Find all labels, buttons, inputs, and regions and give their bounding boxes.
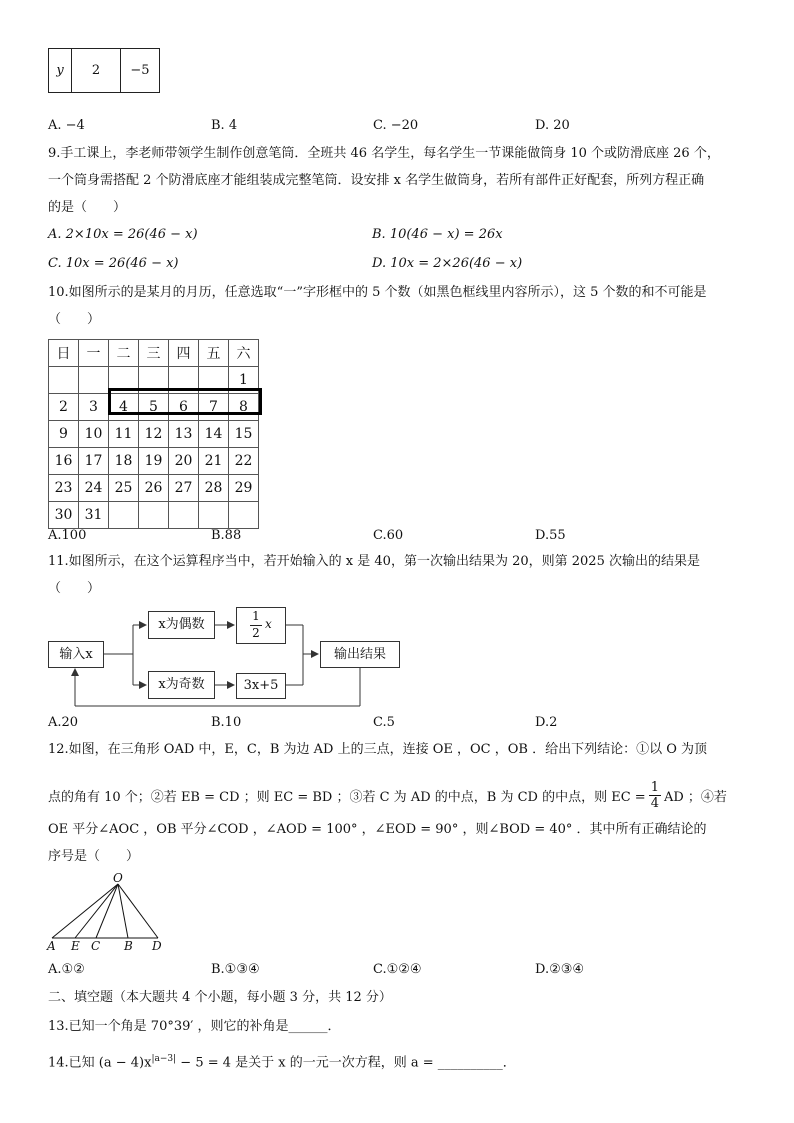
calendar-cell: 1 xyxy=(229,367,259,394)
q9-text-line: 的是（ ） xyxy=(48,200,127,215)
calendar-cell xyxy=(229,502,259,529)
q8-option-b: B. 4 xyxy=(211,118,238,133)
q12-line2-part2: AD ；④若 xyxy=(663,790,727,805)
calendar-row xyxy=(49,448,259,475)
calendar-header: 二 xyxy=(109,340,139,367)
q9-option-c: C. 10x = 26(46 − x) xyxy=(48,256,179,271)
calendar-row xyxy=(49,502,259,529)
q12-text-line xyxy=(48,782,727,813)
flow-even-box: x为偶数 xyxy=(148,611,215,639)
q11-option-d: D.2 xyxy=(535,715,558,730)
q10-option-b: B.88 xyxy=(211,528,242,543)
label-o: O xyxy=(113,872,123,885)
calendar-cell: 8 xyxy=(229,394,259,421)
calendar-header: 六 xyxy=(229,340,259,367)
q11-options xyxy=(48,715,748,733)
q12-fraction-denominator: 4 xyxy=(650,796,659,811)
q9-text-line: 一个筒身需搭配 2 个防滑底座才能组装成完整笔筒．设安排 x 名学生做筒身，若所有部件正好配套，所列方程正确 xyxy=(48,173,705,188)
q12-options xyxy=(48,962,748,980)
section-heading: 二、填空题（本大题共 4 个小题，每小题 3 分，共 12 分） xyxy=(48,990,392,1005)
calendar-cell: 25 xyxy=(109,475,139,502)
q14-part1: 14.已知 (a − 4)x xyxy=(48,1055,152,1071)
q8-option-d: D. 20 xyxy=(535,118,570,133)
q12-option-d: D.②③④ xyxy=(535,962,585,977)
q14-part2: − 5 = 4 是关于 x 的一元一次方程，则 a = __________． xyxy=(176,1055,516,1071)
calendar-cell: 9 xyxy=(49,421,79,448)
q9-option-a: A. 2×10x = 26(46 − x) xyxy=(48,227,198,242)
calendar-cell: 22 xyxy=(229,448,259,475)
q12-option-c: C.①②④ xyxy=(373,962,422,977)
calendar-cell: 4 xyxy=(109,394,139,421)
calendar-header: 日 xyxy=(49,340,79,367)
calendar-cell: 15 xyxy=(229,421,259,448)
q12-option-a: A.①② xyxy=(48,962,85,977)
label-a: A xyxy=(47,939,56,953)
flow-odd-box: x为奇数 xyxy=(148,671,215,699)
calendar-cell: 16 xyxy=(49,448,79,475)
calendar-cell xyxy=(199,502,229,529)
q12-option-b: B.①③④ xyxy=(211,962,260,977)
calendar-cell: 20 xyxy=(169,448,199,475)
q10-text-line: 10.如图所示的是某月的月历，任意选取“一”字形框中的 5 个数（如黑色框线里内容所示），这 5 个数的和不可能是 xyxy=(48,285,707,300)
calendar-header: 五 xyxy=(199,340,229,367)
q12-text-line: 序号是（ ） xyxy=(48,849,140,864)
calendar-cell: 17 xyxy=(79,448,109,475)
half-denominator: 2 xyxy=(252,626,260,640)
q8-option-a: A. −4 xyxy=(48,118,85,133)
calendar-header-row xyxy=(49,340,259,367)
calendar-header: 三 xyxy=(139,340,169,367)
q12-fraction-numerator: 1 xyxy=(650,780,659,795)
q11-text-line: （ ） xyxy=(48,581,101,596)
q10-options xyxy=(48,528,748,546)
q9-option-d: D. 10x = 2×26(46 − x) xyxy=(372,256,523,271)
calendar-header: 四 xyxy=(169,340,199,367)
q8-option-c: C. −20 xyxy=(373,118,419,133)
calendar-table xyxy=(48,339,259,529)
calendar-cell xyxy=(169,502,199,529)
calendar-cell: 30 xyxy=(49,502,79,529)
calendar-row xyxy=(49,421,259,448)
q12-line2-part1: 点的角有 10 个；②若 EB = CD ；则 EC = BD ；③若 C 为 AD 的中点，B 为 CD 的中点，则 EC = xyxy=(48,790,646,805)
flow-odd-op-box: 3x+5 xyxy=(236,673,286,699)
q11-text-line: 11.如图所示，在这个运算程序当中，若开始输入的 x 是 40，第一次输出结果为 20，则第 2025 次输出的结果是 xyxy=(48,554,700,569)
calendar-cell: 11 xyxy=(109,421,139,448)
calendar-cell: 14 xyxy=(199,421,229,448)
calendar-cell xyxy=(49,367,79,394)
calendar-cell: 29 xyxy=(229,475,259,502)
q10-option-a: A.100 xyxy=(48,528,87,543)
q14-text xyxy=(48,1050,516,1072)
calendar-cell: 27 xyxy=(169,475,199,502)
calendar-row xyxy=(49,475,259,502)
xy-table-cell: −5 xyxy=(121,49,160,93)
half-numerator: 1 xyxy=(252,609,260,623)
calendar-header: 一 xyxy=(79,340,109,367)
q11-option-b: B.10 xyxy=(211,715,242,730)
half-variable: x xyxy=(265,617,272,631)
label-d: D xyxy=(152,939,162,953)
calendar-cell: 19 xyxy=(139,448,169,475)
calendar-cell: 21 xyxy=(199,448,229,475)
xy-table xyxy=(48,48,160,93)
label-e: E xyxy=(71,939,80,953)
calendar-cell: 18 xyxy=(109,448,139,475)
calendar-cell xyxy=(79,367,109,394)
q10-option-c: C.60 xyxy=(373,528,404,543)
calendar-cell: 12 xyxy=(139,421,169,448)
calendar-cell: 23 xyxy=(49,475,79,502)
calendar-cell: 24 xyxy=(79,475,109,502)
xy-table-var: y xyxy=(49,49,72,93)
calendar-cell: 10 xyxy=(79,421,109,448)
flow-half-box xyxy=(236,607,286,644)
calendar-cell: 28 xyxy=(199,475,229,502)
calendar-cell xyxy=(109,502,139,529)
q12-text-line: 12.如图，在三角形 OAD 中，E，C，B 为边 AD 上的三点，连接 OE ，OC ，OB ．给出下列结论：①以 O 为顶 xyxy=(48,742,708,757)
label-b: B xyxy=(124,939,133,953)
label-c: C xyxy=(91,939,101,953)
calendar-cell: 26 xyxy=(139,475,169,502)
triangle-figure xyxy=(40,872,180,954)
flow-input-box: 输入x xyxy=(48,641,104,668)
calendar-cell: 6 xyxy=(169,394,199,421)
calendar-cell: 31 xyxy=(79,502,109,529)
calendar-cell: 2 xyxy=(49,394,79,421)
calendar-cell: 7 xyxy=(199,394,229,421)
q10-text-line: （ ） xyxy=(48,312,101,327)
calendar-cell: 13 xyxy=(169,421,199,448)
q8-options xyxy=(48,118,748,136)
q10-option-d: D.55 xyxy=(535,528,566,543)
q14-exponent: |a−3| xyxy=(151,1054,177,1064)
q11-option-c: C.5 xyxy=(373,715,395,730)
q13-text: 13.已知一个角是 70°39′ ，则它的补角是______． xyxy=(48,1019,341,1034)
q12-text-line: OE 平分∠AOC ，OB 平分∠COD ，∠AOD = 100° ，∠EOD = 90° ，则∠BOD = 40° ．其中所有正确结论的 xyxy=(48,822,707,837)
calendar-cell: 5 xyxy=(139,394,169,421)
q9-text-line: 9.手工课上，李老师带领学生制作创意笔筒．全班共 46 名学生，每名学生一节课能做筒身 10 个或防滑底座 26 个， xyxy=(48,146,720,161)
xy-table-cell: 2 xyxy=(72,49,121,93)
calendar-cell xyxy=(139,502,169,529)
q11-option-a: A.20 xyxy=(48,715,79,730)
q9-option-b: B. 10(46 − x) = 26x xyxy=(372,227,503,242)
flow-output-box: 输出结果 xyxy=(320,641,400,668)
calendar-highlight-frame xyxy=(108,388,262,415)
calendar-cell: 3 xyxy=(79,394,109,421)
q12-fraction xyxy=(649,780,661,811)
